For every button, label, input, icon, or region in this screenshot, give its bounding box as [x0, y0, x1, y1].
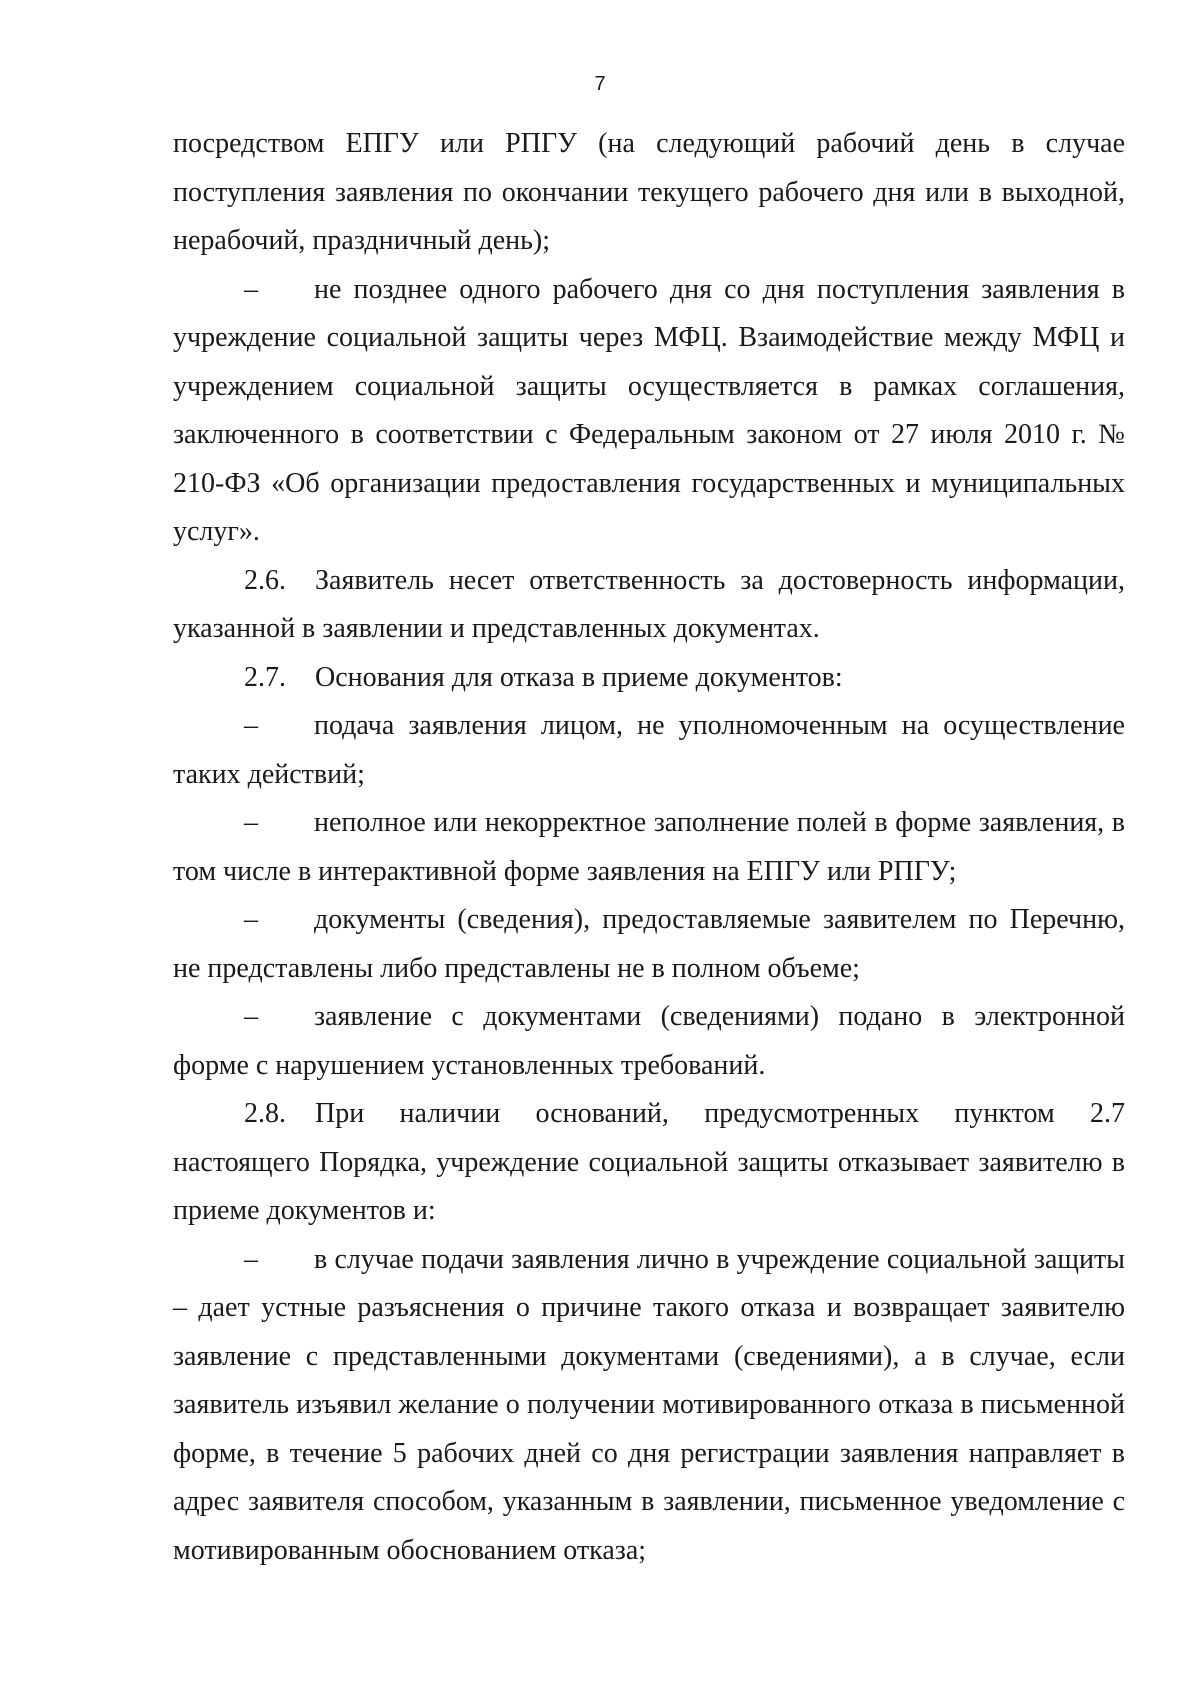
list-item-dash — [173, 799, 1125, 896]
clause-2-8 — [173, 1090, 1125, 1236]
clause-number: 2.8. — [244, 1098, 286, 1129]
document-body — [173, 120, 1125, 1575]
paragraph-text: неполное или некорректное заполнение полей в форме заявления, в том числе в интерактивной форме заявления на ЕПГУ или РПГУ; — [173, 807, 1125, 887]
clause-number: 2.7. — [244, 661, 286, 693]
paragraph-text: Основания для отказа в приеме документов: — [315, 661, 843, 693]
paragraph-text: подача заявления лицом, не уполномоченным на осуществление таких действий; — [173, 710, 1125, 790]
clause-2-6 — [173, 557, 1125, 654]
dash-marker: – — [244, 807, 258, 838]
clause-number: 2.6. — [244, 564, 286, 596]
dash-marker: – — [244, 1243, 258, 1275]
list-item-dash — [173, 896, 1125, 993]
paragraph-text: При наличии оснований, предусмотренных пунктом 2.7 настоящего Порядка, учреждение социальной защиты отказывает заявителю в приеме документов и: — [173, 1098, 1125, 1226]
paragraph-text: Заявитель несет ответственность за достоверность информации, указанной в заявлении и представленных документах. — [173, 564, 1125, 644]
paragraph-text: не позднее одного рабочего дня со дня поступления заявления в учреждение социальной защиты через МФЦ. Взаимодействие между МФЦ и учреждением социальной защиты осуществляется в рамках соглашения, заключенного в соответствии с Федеральным законом от 27 июля 2010 г. № 210-ФЗ «Об организации предоставления государственных и муниципальных услуг». — [173, 273, 1125, 547]
paragraph-text: документы (сведения), предоставляемые заявителем по Перечню, не представлены либо представлены не в полном объеме; — [173, 904, 1125, 984]
dash-marker: – — [244, 1001, 258, 1032]
list-item-dash — [173, 993, 1125, 1090]
paragraph-continuation — [173, 120, 1125, 266]
dash-marker: – — [244, 273, 258, 305]
paragraph-text: посредством ЕПГУ или РПГУ (на следующий рабочий день в случае поступления заявления по окончании текущего рабочего дня или в выходной, нерабочий, праздничный день); — [173, 128, 1125, 256]
clause-2-7 — [173, 654, 1125, 703]
list-item-dash — [173, 702, 1125, 799]
list-item-dash — [173, 1236, 1125, 1576]
paragraph-text: заявление с документами (сведениями) подано в электронной форме с нарушением установленных требований. — [173, 1001, 1125, 1081]
dash-marker: – — [244, 904, 258, 935]
page-number: 7 — [594, 73, 606, 95]
list-item-dash — [173, 266, 1125, 557]
paragraph-text: в случае подачи заявления лично в учреждение социальной защиты – дает устные разъяснения о причине такого отказа и возвращает заявителю заявление с представленными документами (сведениями), а в случае, если заявитель изъявил желание о получении мотивированного отказа в письменной форме, в течение 5 рабочих дней со дня регистрации заявления направляет в адрес заявителя способом, указанным в заявлении, письменное уведомление с мотивированным обоснованием отказа; — [173, 1243, 1125, 1566]
dash-marker: – — [244, 710, 258, 741]
